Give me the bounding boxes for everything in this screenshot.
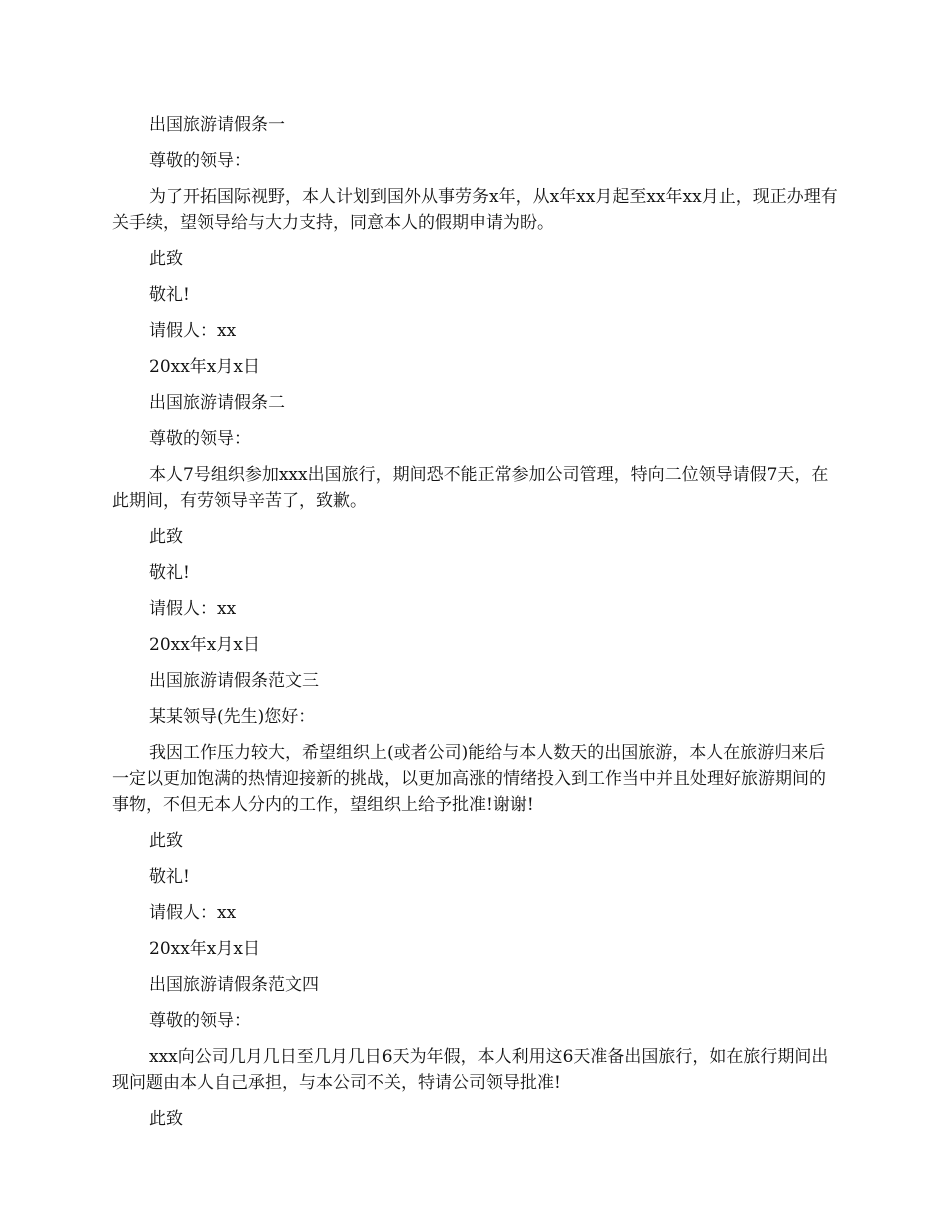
closing-salute: 敬礼!: [149, 867, 190, 887]
closing-line: 此致: [149, 1109, 183, 1129]
closing-line: 此致: [149, 249, 183, 269]
body-paragraph: 为了开拓国际视野，本人计划到国外从事劳务x年，从x年xx月起至xx年xx月止，现正办理有关手续，望领导给与大力支持，同意本人的假期申请为盼。: [112, 187, 838, 233]
body-paragraph: 本人7号组织参加xxx出国旅行，期间恐不能正常参加公司管理，特向二位领导请假7天，在此期间，有劳领导辛苦了，致歉。: [112, 465, 829, 511]
signer-line: 请假人：xx: [149, 599, 237, 619]
document-page: [112, 112, 840, 1132]
date-line: 20xx年x月x日: [149, 357, 260, 377]
section-title: 出国旅游请假条范文四: [149, 975, 319, 995]
closing-salute: 敬礼!: [149, 563, 190, 583]
section-title: 出国旅游请假条范文三: [149, 671, 319, 691]
closing-line: 此致: [149, 527, 183, 547]
closing-line: 此致: [149, 831, 183, 851]
date-line: 20xx年x月x日: [149, 939, 260, 959]
date-line: 20xx年x月x日: [149, 635, 260, 655]
salutation: 某某领导(先生)您好：: [149, 707, 316, 727]
section-title: 出国旅游请假条二: [149, 393, 285, 413]
closing-salute: 敬礼!: [149, 285, 190, 305]
body-paragraph: 我因工作压力较大，希望组织上(或者公司)能给与本人数天的出国旅游，本人在旅游归来后一定以更加饱满的热情迎接新的挑战，以更加高涨的情绪投入到工作当中并且处理好旅游期间的事物，不但无本人分内的工作，望组织上给予批准!谢谢!: [112, 743, 826, 815]
section-title: 出国旅游请假条一: [149, 115, 285, 135]
salutation: 尊敬的领导：: [149, 1011, 251, 1031]
signer-line: 请假人：xx: [149, 903, 237, 923]
signer-line: 请假人：xx: [149, 321, 237, 341]
salutation: 尊敬的领导：: [149, 151, 251, 171]
salutation: 尊敬的领导：: [149, 429, 251, 449]
body-paragraph: xxx向公司几月几日至几月几日6天为年假，本人利用这6天准备出国旅行，如在旅行期间出现问题由本人自己承担，与本公司不关，特请公司领导批准!: [112, 1047, 829, 1093]
